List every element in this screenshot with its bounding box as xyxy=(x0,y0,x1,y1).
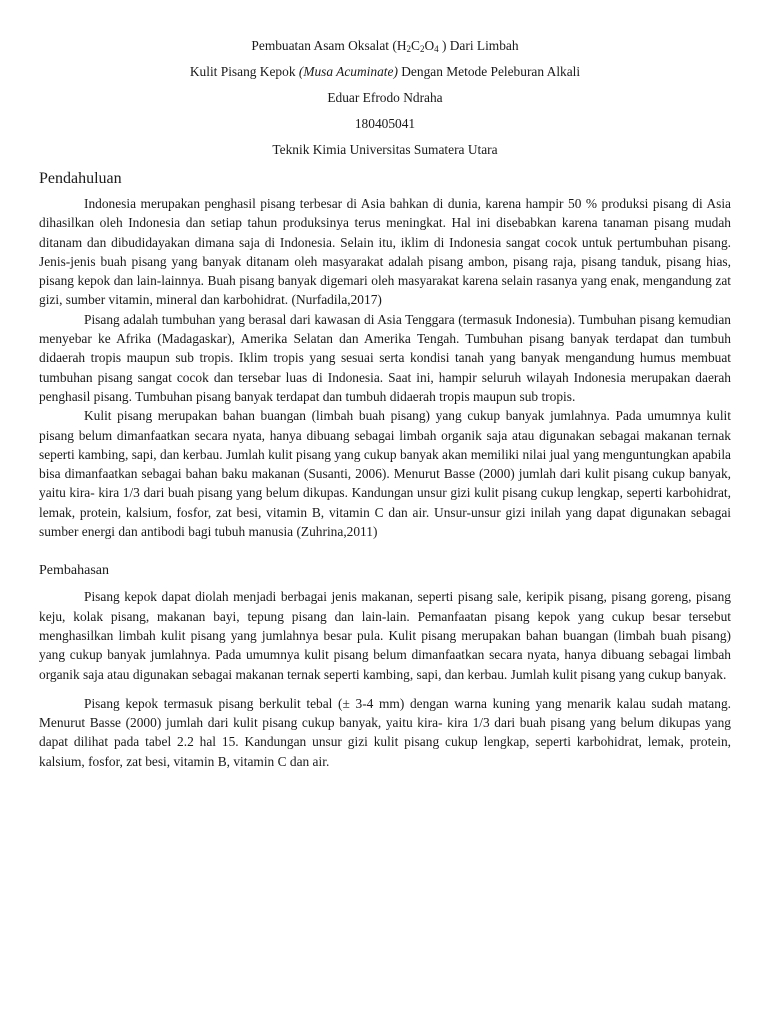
intro-heading: Pendahuluan xyxy=(39,170,122,187)
student-id: 180405041 xyxy=(354,116,416,131)
scientific-name: (Musa Acuminate) xyxy=(298,64,398,79)
intro-section xyxy=(39,194,731,541)
discussion-paragraph-2: Pisang kepok termasuk pisang berkulit tebal (± 3-4 mm) dengan warna kuning yang menarik kalau sudah matang. Menurut Basse (2000) jumlah dari kulit pisang cukup banyak, yaitu kira- kira 1/3 dari buah pisang yang belum dikupas yang dapat dilihat pada tabel 2.2 hal 15. Kandungan unsur gizi kulit pisang cukup lengkap, seperti karbohidrat, lemak, protein, kalsium, fosfor, zat besi, vitamin B, vitamin C dan air. xyxy=(39,695,731,769)
author-name: Eduar Efrodo Ndraha xyxy=(327,90,443,105)
intro-paragraph-2: Pisang adalah tumbuhan yang berasal dari kawasan di Asia Tenggara (termasuk Indonesia). Tumbuhan pisang kemudian menyebar ke Afrika (Madagaskar), Amerika Selatan dan Amerika Tengah. Tumbuhan pisang banyak terdapat dan tumbuh didaerah tropis maupun sub tropis. Iklim tropis yang sesuai serta kondisi tanah yang banyak mengandung humus membuat tumbuhan pisang sangat cocok dan tersebar luas di Indonesia. Saat ini, hampir seluruh wilayah Indonesia merupakan daerah penghasil pisang. Tumbuhan pisang banyak terdapat dan tumbuh didaerah tropis maupun sub tropis. xyxy=(39,311,731,404)
discussion-paragraph-1: Pisang kepok dapat diolah menjadi berbagai jenis makanan, seperti pisang sale, keripik pisang, pisang goreng, pisang keju, kolak pisang, makanan bayi, tepung pisang dan lain-lain. Pemanfaatan pisang kepok yang cukup besar tersebut menghasilkan limbah kulit pisang yang jumlahnya besar pula. Kulit pisang merupakan bahan buangan (limbah buah pisang) yang cukup banyak jumlahnya. Pada umumnya kulit pisang belum dimanfaatkan secara nyata, hanya dibuang sebagai limbah organik saja atau digunakan sebagai makanan ternak seperti kambing, sapi, dan kerbau. Jumlah kulit pisang yang cukup banyak. xyxy=(39,589,731,682)
discussion-heading: Pembahasan xyxy=(39,563,109,579)
intro-paragraph-1: Indonesia merupakan penghasil pisang terbesar di Asia bahkan di dunia, karena hampir 50 % produksi pisang di Asia dihasilkan oleh Indonesia dan setiap tahun produksinya terus meningkat. Hal ini disebabkan karena tanaman pisang mudah ditanam dan dibudidayakan dimana saja di Indonesia. Selain itu, iklim di Indonesia sangat cocok untuk pertumbuhan pisang. Jenis-jenis buah pisang yang banyak ditanam oleh masyarakat adalah pisang ambon, pisang raja, pisang tanduk, pisang hias, pisang kepok dan lain-lainnya. Buah pisang banyak digemari oleh masyarakat karena selain rasanya yang enak, mengandung zat gizi, sumber vitamin, mineral dan karbohidrat. (Nurfadila,2017) xyxy=(39,196,731,308)
discussion-section xyxy=(39,587,731,771)
affiliation: Teknik Kimia Universitas Sumatera Utara xyxy=(272,142,498,157)
title-block xyxy=(39,33,731,163)
document-title: Pembuatan Asam Oksalat ($H_2C_2O_4$ ) Dari Limbah xyxy=(251,38,519,54)
intro-paragraph-3: Kulit pisang merupakan bahan buangan (limbah buah pisang) yang cukup banyak jumlahnya. Pada umumnya kulit pisang belum dimanfaatkan secara nyata, hanya dibuang sebagai limbah organik saja atau digunakan sebagai makanan ternak seperti kambing, sapi, dan kerbau. Jumlah kulit pisang yang cukup banyak akan memiliki nilai jual yang menguntungkan apabila bisa dimanfaatkan sebagai bahan baku makanan (Susanti, 2006). Menurut Basse (2000) jumlah dari kulit pisang cukup banyak, yaitu kira- kira 1/3 dari buah pisang yang belum dikupas. Kandungan unsur gizi kulit pisang cukup lengkap, seperti karbohidrat, lemak, protein, kalsium, fosfor, zat besi, vitamin B, vitamin C dan air. Unsur-unsur gizi inilah yang dapat digunakan sebagai sumber energi dan antibodi bagi tubuh manusia (Zuhrina,2011) xyxy=(39,408,731,540)
document-page xyxy=(39,33,731,771)
document-subtitle: Kulit Pisang Kepok (Musa Acuminate) Dengan Metode Peleburan Alkali xyxy=(189,64,581,79)
